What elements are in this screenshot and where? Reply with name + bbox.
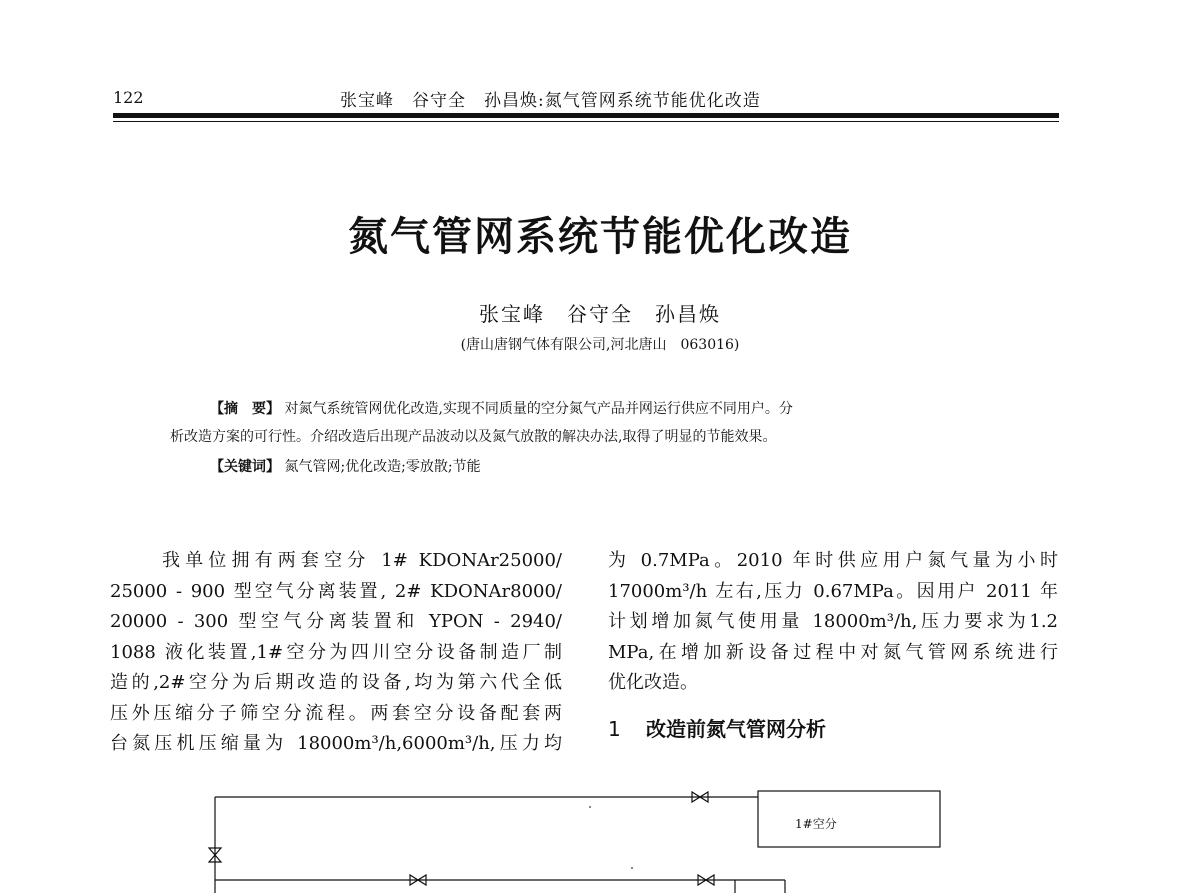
running-header-title: 张宝峰 谷守全 孙昌焕:氮气管网系统节能优化改造 (340, 91, 761, 111)
body-line: 我单位拥有两套空分 1# KDONAr25000/ (162, 550, 562, 571)
page-number: 122 (113, 88, 144, 107)
abstract-label: 【摘 要】 (210, 401, 280, 417)
paper-title: 氮气管网系统节能优化改造 (348, 213, 852, 260)
abstract-line-2: 析改造方案的可行性。介绍改造后出现产品波动以及氮气放散的解决办法,取得了明显的节能效果。 (170, 429, 777, 445)
author-list: 张宝峰 谷守全 孙昌焕 (479, 302, 721, 326)
body-line: 17000m³/h 左右,压力 0.67MPa。因用户 2011 年 (608, 580, 1058, 602)
body-line: MPa,在增加新设备过程中对氮气管网系统进行 (608, 641, 1058, 663)
body-line: 台氮压机压缩量为 18000m³/h,6000m³/h,压力均 (110, 733, 562, 754)
unit-1-label: 1#空分 (795, 817, 837, 831)
body-line: 优化改造。 (608, 672, 698, 693)
section-number: 1 (608, 717, 621, 741)
keywords-line (210, 456, 481, 476)
section-title: 改造前氮气管网分析 (646, 717, 826, 741)
speck (631, 867, 633, 869)
body-line: 造的,2#空分为后期改造的设备,均为第六代全低 (110, 672, 562, 693)
body-line: 25000 - 900 型空气分离装置, 2# KDONAr8000/ (110, 580, 562, 602)
pipe-network-diagram (0, 770, 1200, 893)
body-column-right (608, 546, 1058, 699)
body-line: 为 0.7MPa。2010 年时供应用户氮气量为小时 (608, 550, 1058, 571)
speck (589, 806, 591, 808)
header-rule-thin (113, 121, 1059, 122)
abstract-line-1 (210, 398, 793, 418)
body-column-left (110, 546, 562, 760)
keywords-text: 氮气管网;优化改造;零放散;节能 (284, 459, 481, 475)
body-line: 计划增加氮气使用量 18000m³/h,压力要求为1.2 (608, 611, 1058, 632)
header-rule-thick (113, 113, 1059, 118)
unit-box (758, 791, 940, 847)
body-line: 20000 - 300 型空气分离装置和 YPON - 2940/ (110, 611, 562, 632)
body-line: 1088 液化装置,1#空分为四川空分设备制造厂制 (110, 641, 562, 663)
keywords-label: 【关键词】 (210, 459, 280, 475)
abstract-text-1: 对氮气系统管网优化改造,实现不同质量的空分氮气产品并网运行供应不同用户。分 (284, 401, 793, 417)
affiliation: (唐山唐钢气体有限公司,河北唐山 063016) (460, 337, 740, 353)
body-line: 压外压缩分子筛空分流程。两套空分设备配套两 (110, 702, 562, 724)
section-heading (608, 713, 826, 742)
